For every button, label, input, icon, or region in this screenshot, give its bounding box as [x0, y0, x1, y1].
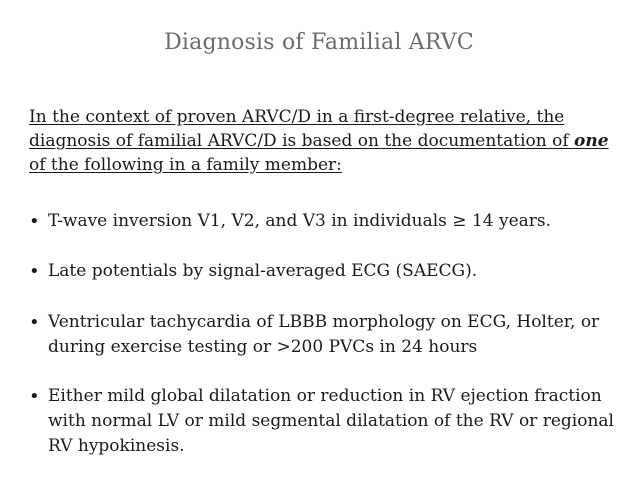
bullet-item: [29, 259, 619, 284]
intro-text-start: In the context of proven ARVC/D in a first-degree relative, the diagnosis of familial ARVC/D is based on the documentation of: [29, 107, 575, 151]
bullet-text: T-wave inversion V1, V2, and V3 in individuals ≥ 14 years.: [48, 211, 552, 231]
bullet-text: Late potentials by signal-averaged ECG (SAECG).: [48, 261, 478, 281]
bullet-text: Either mild global dilatation or reduction in RV ejection fraction with normal LV or mild segmental dilatation of the RV or regional RV hypokinesis.: [48, 386, 614, 456]
bullet-item: [29, 384, 619, 459]
intro-text-end: of the following in a family member:: [29, 155, 342, 175]
bullet-text: Ventricular tachycardia of LBBB morphology on ECG, Holter, or during exercise testing or >200 PVCs in 24 hours: [48, 312, 600, 357]
bullet-icon: •: [29, 211, 40, 232]
bullet-item: [29, 310, 619, 360]
bullet-icon: •: [29, 261, 40, 282]
bullet-icon: •: [29, 312, 40, 333]
slide-title: Diagnosis of Familial ARVC: [164, 30, 474, 55]
intro-emphasis: one: [574, 131, 609, 151]
bullet-icon: •: [29, 386, 40, 407]
bullet-item: [29, 209, 619, 234]
